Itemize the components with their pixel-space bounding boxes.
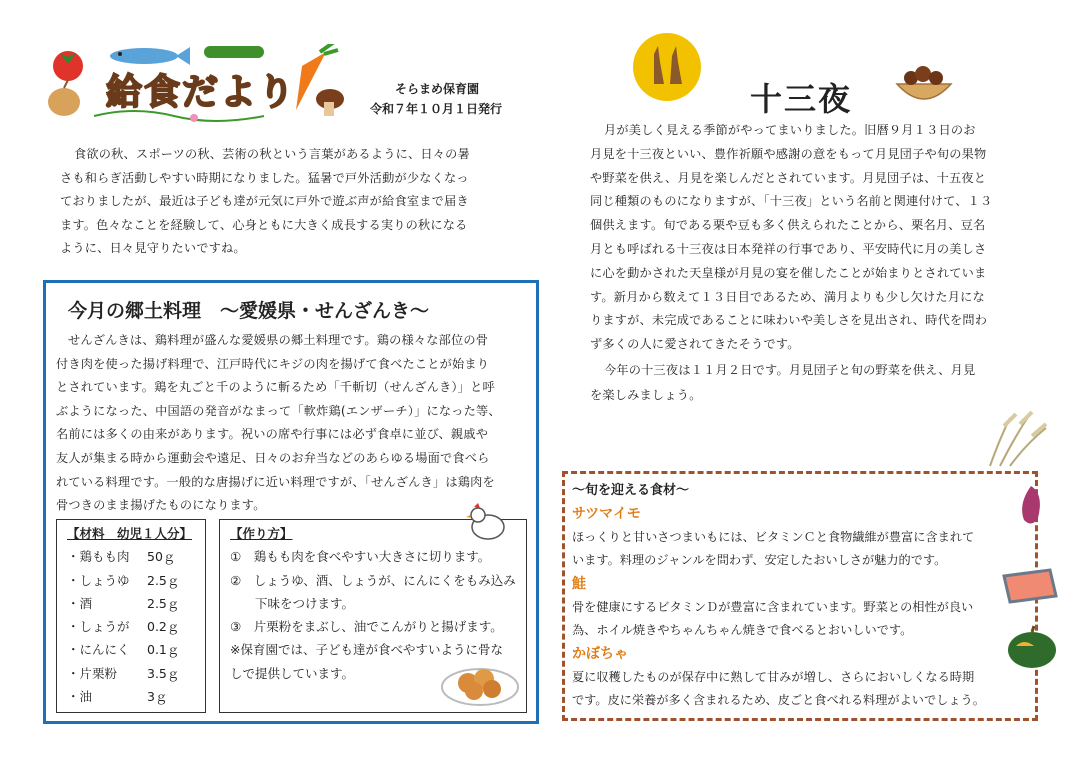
local-dish-line: 付き肉を使った揚げ料理で、江戸時代にキジの肉を揚げて食べたことが始まり	[56, 356, 490, 371]
ingredient-name: ・片栗粉	[67, 665, 118, 681]
pumpkin-icon	[1006, 624, 1058, 670]
jusanya-line: りますが、未完成であることに味わいや美しさを見出され、時代を問わ	[590, 313, 988, 328]
ingredient-qty: 3.5ｇ	[147, 665, 180, 681]
jusanya-line: 個供えます。旬である栗や豆も多く供えられたことから、栗名月、豆名	[590, 218, 986, 233]
jusanya-line: 月見を十三夜といい、豊作祈願や感謝の意をもって月見団子や旬の果物	[590, 146, 987, 161]
intro-line: ます。色々なことを経験して、心身ともに大きく成長する実りの秋になる	[60, 217, 468, 232]
ingredient-name: ・酒	[67, 595, 93, 611]
recipe-header: 【作り方】	[230, 526, 293, 541]
food-name-kabocha: かぼちゃ	[572, 646, 628, 662]
local-dish-line: ぶようになった、中国語の発音がなまって「軟炸鶏(エンザーチ）」になった等、	[56, 403, 501, 418]
moon-rabbit-icon	[632, 32, 702, 102]
ingredient-qty: 2.5ｇ	[147, 595, 180, 611]
jusanya-line: 今年の十三夜は１１月２日です。月見団子と旬の野菜を供え、月見	[604, 362, 976, 377]
intro-line: さも和らぎ活動しやすい時期になりました。猛暑で戸外活動が少なくなっ	[60, 170, 469, 185]
ingredient-qty: 2.5ｇ	[147, 572, 180, 588]
jusanya-title: 十三夜	[750, 80, 853, 118]
ingredient-qty: 0.2ｇ	[147, 619, 180, 635]
food-desc: です。皮に栄養が多く含まれるため、皮ごと食べれる料理がよいでしょう。	[572, 693, 985, 707]
jusanya-line: す。新月から数えて１３日目であるため、満月よりも少し欠けた月にな	[590, 289, 985, 304]
ingredient-qty: 3ｇ	[147, 689, 168, 705]
intro-line: 食欲の秋、スポーツの秋、芸術の秋という言葉があるように、日々の暑	[74, 147, 470, 161]
logo-title: 給食だより	[106, 72, 297, 113]
food-desc: 夏に収穫したものが保存中に熟して甘みが増し、さらにおいしくなる時期	[572, 670, 975, 684]
ingredient-name: ・にんにく	[67, 642, 130, 658]
jusanya-line: 月とも呼ばれる十三夜は日本発祥の行事であり、平安時代に月の美しさ	[590, 241, 987, 256]
local-dish-line: 名前には多くの由来があります。祝いの席や行事には必ず食卓に並び、親戚や	[56, 427, 489, 442]
food-desc: 為、ホイル焼きやちゃんちゃん焼きで食べるとおいしいです。	[572, 623, 913, 637]
ingredient-row	[67, 545, 205, 568]
jusanya-line: に心を動かされた天皇様が月見の宴を催したことが始まりとされていま	[590, 265, 987, 280]
org-name: そらまめ保育園	[395, 82, 480, 96]
chestnut-basket-icon	[893, 60, 955, 110]
seasonal-content	[572, 480, 1032, 712]
ingredients-header: 【材料 幼児１人分】	[67, 526, 193, 541]
food-desc: ほっくりと甘いさつまいもには、ビタミンＣと食物繊維が豊富に含まれて	[572, 530, 975, 544]
local-dish-title: 今月の郷土料理 ～愛媛県・せんざんき～	[68, 300, 430, 322]
jusanya-body	[590, 119, 1040, 408]
intro-line: ておりましたが、最近は子ども達が元気に戸外で遊ぶ声が給食室まで届き	[60, 194, 469, 209]
ingredient-name: ・しょうが	[67, 619, 130, 635]
ingredient-name: ・しょうゆ	[67, 572, 130, 588]
jusanya-line: 同じ種類のものになりますが、「十三夜」という名前と関連付けて、１３	[590, 194, 993, 209]
ingredient-row	[67, 615, 205, 638]
recipe-step: 下味をつけます。	[230, 595, 355, 611]
local-dish-description	[56, 329, 526, 518]
local-dish-line: 骨つきのまま揚げたものになります。	[56, 498, 266, 513]
jusanya-line: 月が美しく見える季節がやってまいりました。旧暦９月１３日のお	[604, 123, 976, 137]
food-desc: います。料理のジャンルを問わず、安定したおいしさが魅力的です。	[572, 553, 947, 567]
food-desc: 骨を健康にするビタミンＤが豊富に含まれています。野菜との相性が良い	[572, 600, 974, 614]
food-name-satsumaimo: サツマイモ	[572, 506, 641, 522]
local-dish-line: とされています。鶏を丸ごと千のように斬るため「千斬切（せんざんき）」と呼	[56, 380, 495, 395]
ingredient-row	[67, 569, 205, 592]
jusanya-line: や野菜を供え、月見を楽しんだとされています。月見団子は、十五夜と	[590, 170, 987, 185]
ingredient-name: ・油	[67, 689, 93, 705]
local-dish-line: れている料理です。一般的な唐揚げに近い料理ですが、「せんざんき」は鶏肉を	[56, 474, 495, 489]
ingredient-row	[67, 592, 205, 615]
ingredient-name: ・鶏もも肉	[67, 549, 130, 565]
recipe-note: ※保育園では、子ども達が食べやすいように骨な	[230, 642, 503, 658]
header-logo	[44, 44, 344, 124]
local-dish-line: せんざんきは、鶏料理が盛んな愛媛県の郷土料理です。鶏の様々な部位の骨	[68, 333, 489, 347]
ingredient-row	[67, 638, 205, 661]
ingredient-qty: 50ｇ	[147, 549, 176, 565]
intro-section	[60, 143, 530, 261]
ingredients-box	[56, 519, 206, 713]
ingredient-row	[67, 662, 205, 685]
chicken-icon	[466, 503, 510, 543]
karaage-plate-icon	[440, 659, 520, 707]
ingredient-qty: 0.1ｇ	[147, 642, 180, 658]
jusanya-line: ず多くの人に愛されてきたそうです。	[590, 337, 800, 352]
sweet-potato-icon	[1016, 484, 1046, 528]
intro-line: ように、日々見守りたいですね。	[60, 241, 246, 256]
recipe-step: ③ 片栗粉をまぶし、油でこんがりと揚げます。	[230, 619, 503, 635]
jusanya-line: を楽しみましょう。	[590, 387, 702, 402]
ingredient-row	[67, 685, 205, 708]
recipe-note: しで提供しています。	[230, 665, 355, 681]
recipe-step: ① 鶏もも肉を食べやすい大きさに切ります。	[230, 549, 491, 565]
recipe-step: ② しょうゆ、酒、しょうが、にんにくをもみ込み	[230, 572, 516, 588]
local-dish-line: 友人が集まる時から運動会や遠足、日々のお弁当などのあらゆる場面で食べら	[56, 450, 490, 465]
seasonal-title: ～旬を迎える食材～	[572, 483, 690, 498]
pampas-grass-icon	[980, 408, 1050, 468]
salmon-icon	[1000, 566, 1060, 606]
food-name-salmon: 鮭	[572, 576, 586, 592]
issue-date: 令和７年１０月１日発行	[370, 102, 503, 116]
